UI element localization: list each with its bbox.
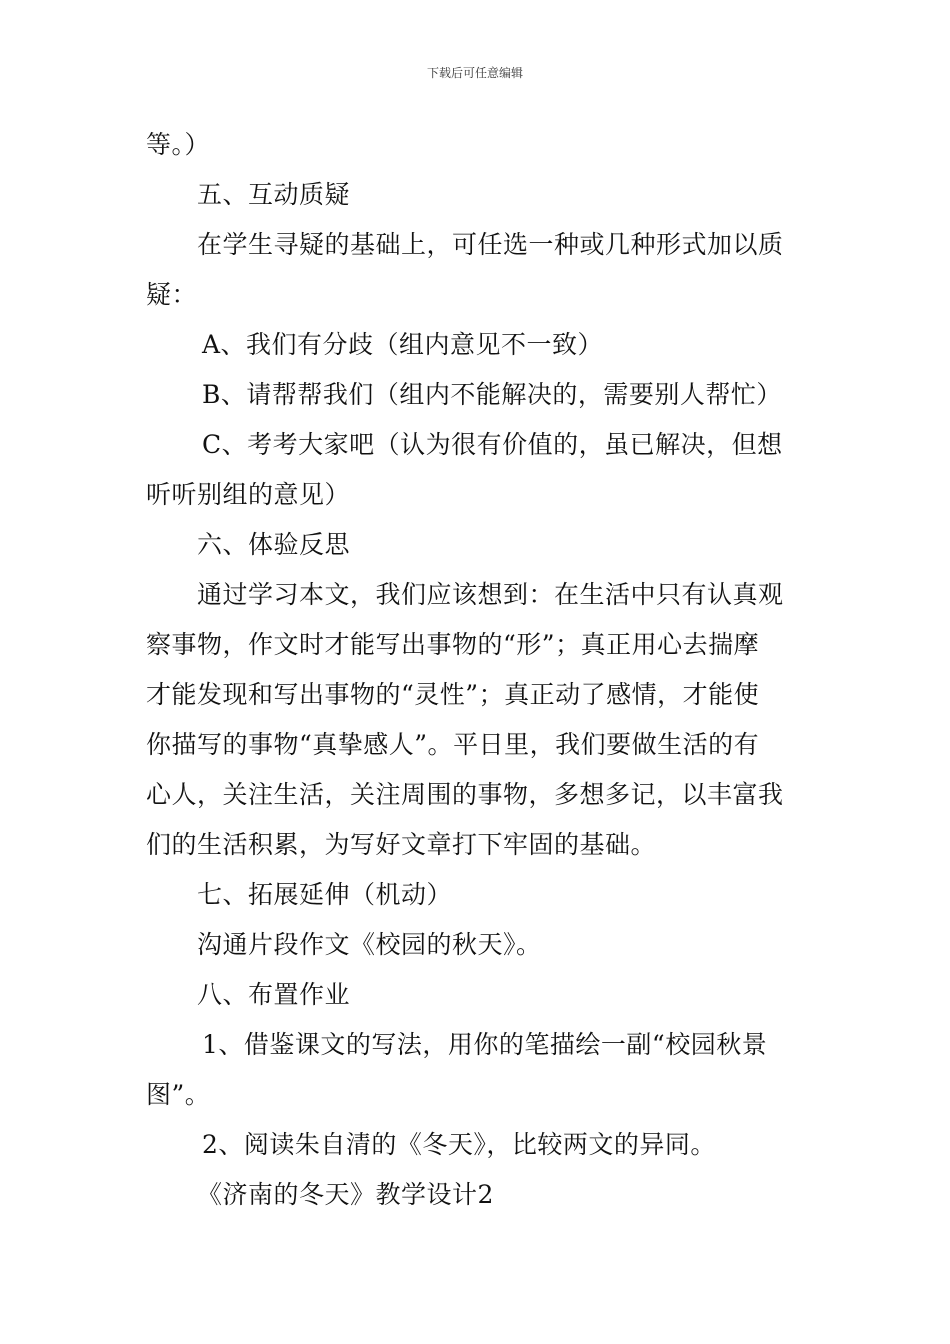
text-line: 等。） bbox=[146, 130, 211, 159]
section-heading-6: 六、体验反思 bbox=[197, 530, 351, 559]
paragraph-line: 心人，关注生活，关注周围的事物，多想多记，以丰富我 bbox=[146, 780, 784, 809]
homework-item-2: 2、阅读朱自清的《冬天》，比较两文的异同。 bbox=[202, 1130, 716, 1159]
list-item-b: B、请帮帮我们（组内不能解决的，需要别人帮忙） bbox=[202, 380, 782, 409]
paragraph-line: 疑： bbox=[146, 280, 198, 309]
paragraph-line: 沟通片段作文《校园的秋天》。 bbox=[197, 930, 542, 959]
paragraph-line: 听听别组的意见） bbox=[146, 480, 351, 509]
paragraph-line: 图”。 bbox=[146, 1080, 211, 1109]
paragraph-line: 才能发现和写出事物的“灵性”；真正动了感情，才能使 bbox=[146, 680, 760, 709]
section-heading-8: 八、布置作业 bbox=[197, 980, 351, 1009]
section-heading-5: 五、互动质疑 bbox=[197, 180, 351, 209]
document-body bbox=[146, 120, 810, 1220]
paragraph-line: 们的生活积累，为写好文章打下牢固的基础。 bbox=[146, 830, 657, 859]
next-section-title: 《济南的冬天》教学设计2 bbox=[197, 1180, 494, 1209]
section-heading-7: 七、拓展延伸（机动） bbox=[197, 880, 453, 909]
paragraph-line: 通过学习本文，我们应该想到：在生活中只有认真观 bbox=[197, 580, 784, 609]
page-header-note: 下载后可任意编辑 bbox=[426, 66, 523, 80]
homework-item-1: 1、借鉴课文的写法，用你的笔描绘一副“校园秋景 bbox=[202, 1030, 768, 1059]
paragraph-line: 你描写的事物“真挚感人”。平日里，我们要做生活的有 bbox=[146, 730, 760, 759]
paragraph-line: 在学生寻疑的基础上，可任选一种或几种形式加以质 bbox=[197, 230, 784, 259]
list-item-a: A、我们有分歧（组内意见不一致） bbox=[202, 330, 604, 359]
paragraph-line: 察事物，作文时才能写出事物的“形”；真正用心去揣摩 bbox=[146, 630, 760, 659]
list-item-c: C、考考大家吧（认为很有价值的，虽已解决，但想 bbox=[202, 430, 783, 459]
